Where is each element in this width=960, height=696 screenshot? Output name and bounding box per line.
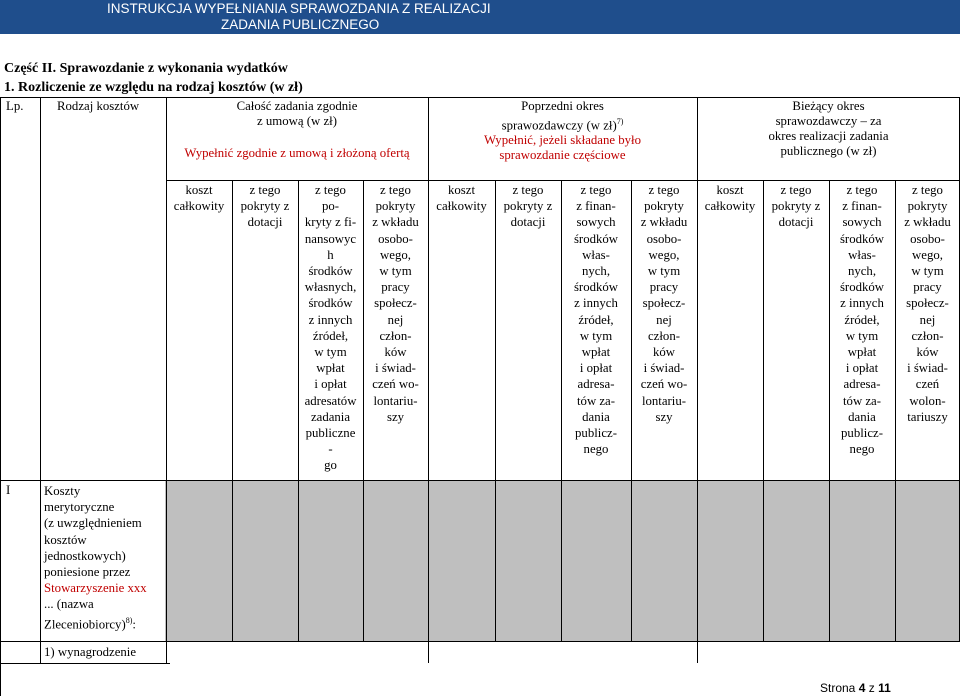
row-label-text: Zleceniobiorcy) <box>44 616 126 631</box>
subcolumn-header-line: tariuszy <box>907 409 948 424</box>
subcolumn-header-line: źródeł, <box>312 328 349 343</box>
subcolumn-header-line: nej <box>656 312 672 327</box>
grid-line-vertical <box>631 180 632 641</box>
grid-line-vertical <box>895 180 896 641</box>
subcolumn-header-line: ków <box>652 345 676 360</box>
subcolumn-header-line: społecz- <box>642 296 686 311</box>
section-title: Część II. Sprawozdanie z wykonania wydatków <box>4 61 288 76</box>
subcolumn-header-line: w tym <box>647 264 681 279</box>
subcolumn-header-line: ków <box>916 345 939 360</box>
subcolumn-header-line: własnych, <box>304 280 357 295</box>
subcolumn-header <box>631 182 697 425</box>
subcolumn-header-line: i świad- <box>907 361 948 376</box>
grid-line-horizontal <box>0 663 170 664</box>
subcolumn-header-line: osobo- <box>910 231 945 246</box>
grid-line-horizontal <box>0 641 960 642</box>
subcolumn-header-line: środków <box>839 280 885 295</box>
subcolumn-header-line: szy <box>386 409 405 424</box>
subcolumn-header-line: pokryty z <box>503 199 553 214</box>
subcolumn-header-line: h <box>327 247 334 262</box>
subcolumn-header-line: pokryty <box>644 199 684 214</box>
subcolumn-header-line: całkowity <box>436 199 487 214</box>
footer-prefix: Strona <box>820 681 856 695</box>
subcolumn-header-line: sowych <box>842 215 882 230</box>
header-total-task <box>166 99 428 161</box>
footer-sep: z <box>868 681 875 695</box>
subcolumn-header <box>697 182 763 214</box>
header-prev-note: sprawozdanie częściowe <box>499 148 626 163</box>
grid-line-vertical <box>0 97 1 696</box>
subcolumn-header-line: człon- <box>911 328 944 343</box>
header-total-line: Całość zadania zgodnie <box>236 99 358 113</box>
subcolumn-header-line: wpłat <box>316 361 345 376</box>
grid-line-vertical <box>697 97 698 663</box>
subcolumn-header-line: z tego <box>846 183 878 197</box>
subcolumn-header-line: społecz- <box>374 296 417 311</box>
subcolumn-header-line: pokryty <box>907 199 948 214</box>
subcolumn-header-line: nych, <box>581 264 611 279</box>
subcolumn-header-line: w tym <box>314 345 347 360</box>
subcolumn-header-line: lontariu- <box>373 393 418 408</box>
subcolumn-header-line: środków <box>573 231 619 246</box>
subcolumn-header-line: w tym <box>579 328 613 343</box>
subcolumn-header-line: środków <box>839 231 885 246</box>
subcolumn-header-line: z wkładu <box>372 215 419 230</box>
row-label-line: kosztów <box>44 532 87 547</box>
subcolumn-header-line: wolon- <box>909 393 946 408</box>
banner-line-2: ZADANIA PUBLICZNEGO <box>221 17 380 32</box>
subcolumn-header-line: człon- <box>379 328 412 343</box>
grid-line-horizontal <box>0 97 960 98</box>
footnote-ref: 7) <box>616 117 624 126</box>
row-label-line: ... (nazwa <box>44 597 94 612</box>
subcolumn-header-line: wpłat <box>847 345 877 360</box>
subcolumn-header-line: z tego <box>912 183 943 197</box>
subcolumn-header-line: pokryty <box>375 199 416 214</box>
subcolumn-header-line: dania <box>582 409 610 424</box>
header-previous-period <box>428 99 697 163</box>
subcolumn-header-line: nego <box>849 442 875 457</box>
subcolumn-header-line: i świad- <box>375 361 416 376</box>
subcolumn-header-line: nego <box>583 442 609 457</box>
banner-line-1: INSTRUKCJA WYPEŁNIANIA SPRAWOZDANIA Z REALIZACJI <box>107 1 491 16</box>
subcolumn-header-line: nej <box>387 312 404 327</box>
subcolumn-header-line: ków <box>384 345 407 360</box>
subcolumn-header <box>363 182 428 425</box>
shaded-cell-block <box>165 481 960 641</box>
subcolumn-header <box>298 182 363 474</box>
subcolumn-header-line: źródeł, <box>578 312 614 327</box>
subcolumn-header-line: dotacji <box>247 215 283 230</box>
subcolumn-header-line: nansowyc <box>304 231 357 246</box>
subcolumn-header-line: czeń wo- <box>372 377 419 392</box>
subcolumn-header-line: adresa- <box>577 377 615 392</box>
subcolumn-header-line: z tego <box>780 183 812 197</box>
subcolumn-header-line: z finan- <box>842 199 882 214</box>
subcolumn-header-line: z tego <box>315 183 346 197</box>
grid-line-vertical <box>829 180 830 641</box>
grid-line-vertical <box>561 180 562 641</box>
subcolumn-header-line: po- <box>321 199 340 214</box>
subcolumn-header-line: czeń <box>915 377 940 392</box>
subcolumn-header-line: kryty z fi- <box>304 215 357 230</box>
subcolumn-header-line: go <box>324 458 337 473</box>
subcolumn-header-line: z wkładu <box>904 215 951 230</box>
header-current-period <box>697 99 960 159</box>
subcolumn-header-line: czeń wo- <box>640 377 688 392</box>
subcolumn-header-line: z tego <box>380 183 411 197</box>
header-prev-note: Wypełnić, jeżeli składane było <box>484 133 641 148</box>
subcolumn-header-line: lontariu- <box>641 393 687 408</box>
subcolumn-header-line: całkowity <box>704 199 756 214</box>
subcolumn-header-line: pracy <box>381 280 410 295</box>
grid-line-horizontal <box>166 180 960 181</box>
header-lp: Lp. <box>6 99 24 113</box>
subcolumn-header-line: źródeł, <box>844 312 880 327</box>
grid-line-vertical <box>363 180 364 641</box>
subcolumn-header <box>763 182 829 231</box>
grid-line-vertical <box>298 180 299 641</box>
row-label-line: Koszty <box>44 484 81 498</box>
subcolumn-header-line: człon- <box>648 328 680 343</box>
subcolumn-header-line: - <box>328 442 333 457</box>
subsection-title: 1. Rozliczenie ze względu na rodzaj kosztów (w zł) <box>4 80 303 95</box>
subcolumn-header-line: pracy <box>913 280 942 295</box>
grid-line-vertical <box>232 180 233 641</box>
subcolumn-header-line: pracy <box>649 280 679 295</box>
header-total-line: z umową (w zł) <box>257 114 337 128</box>
subcolumn-header-line: dotacji <box>778 215 814 230</box>
subcolumn-header-line: osobo- <box>378 231 413 246</box>
subcolumn-header-line: w tym <box>911 264 944 279</box>
row-cost-label <box>44 483 169 632</box>
grid-line-vertical <box>166 97 167 663</box>
subcolumn-header-line: w tym <box>379 264 412 279</box>
subcolumn-header-line: i opłat <box>579 361 613 376</box>
subcolumn-header-line: środków <box>573 280 619 295</box>
footnote-ref: 8) <box>125 615 133 625</box>
subcolumn-header <box>895 182 960 425</box>
subcolumn-header-line: z tego <box>648 183 680 197</box>
grid-line-vertical <box>763 180 764 641</box>
subcolumn-header-line: zadania <box>310 409 351 424</box>
subcolumn-header-line: z wkładu <box>640 215 688 230</box>
header-cur-line: sprawozdawczy – za <box>775 114 882 128</box>
subcolumn-header-line: adresatów <box>304 393 357 408</box>
row-label-line: jednostkowych) <box>44 548 126 563</box>
page-footer <box>820 681 891 695</box>
subcolumn-header-line: sowych <box>576 215 616 230</box>
subcolumn-header-line: środków <box>308 296 353 311</box>
header-prev-text: sprawozdawczy (w zł) <box>501 118 617 133</box>
subcolumn-header-line: osobo- <box>646 231 682 246</box>
subcolumn-header-line: dania <box>848 409 876 424</box>
subcolumn-header-line: nej <box>919 312 936 327</box>
subcolumn-header <box>166 182 232 214</box>
subcolumn-header-line: z tego <box>512 183 544 197</box>
subcolumn-header-line: i opłat <box>314 377 347 392</box>
subcolumn-header-line: publiczne <box>305 426 356 441</box>
row-wynagrodzenie-label: 1) wynagrodzenie <box>44 645 137 659</box>
subcolumn-header-line: z tego <box>249 183 281 197</box>
header-cur-line: Bieżący okres <box>792 99 865 113</box>
subcolumn-header-line: publicz- <box>841 426 883 441</box>
subcolumn-header-line: wego, <box>912 247 943 262</box>
subcolumn-header-line: koszt <box>185 183 213 197</box>
subcolumn-header-line: wego, <box>648 247 680 262</box>
header-total-note: Wypełnić zgodnie z umową i złożoną ofertą <box>184 146 410 160</box>
header-cur-line: okres realizacji zadania <box>768 129 889 143</box>
footer-total: 11 <box>878 681 891 695</box>
header-cost-type: Rodzaj kosztów <box>57 99 140 113</box>
row-label-line: merytoryczne <box>44 500 115 515</box>
grid-line-vertical <box>40 97 41 663</box>
header-cur-line: publicznego (w zł) <box>780 144 877 158</box>
row-label-line: (z uwzględnieniem <box>44 516 142 531</box>
subcolumn-header-line: z innych <box>308 312 353 327</box>
subcolumn-header-line: z tego <box>580 183 612 197</box>
grid-line-vertical <box>428 97 429 663</box>
subcolumn-header-line: tów za- <box>576 393 616 408</box>
row-label-line: poniesione przez <box>44 565 131 580</box>
subcolumn-header-line: koszt <box>447 183 475 197</box>
row-label-colon: : <box>132 616 136 631</box>
subcolumn-header <box>495 182 561 231</box>
subcolumn-header-line: z innych <box>840 296 884 311</box>
header-prev-line: Poprzedni okres <box>521 99 604 113</box>
subcolumn-header-line: dotacji <box>510 215 546 230</box>
subcolumn-header-line: nych, <box>847 264 877 279</box>
subcolumn-header-line: i świad- <box>643 361 685 376</box>
subcolumn-header-line: publicz- <box>575 426 617 441</box>
grid-line-vertical <box>495 180 496 641</box>
subcolumn-header <box>232 182 298 231</box>
subcolumn-header-line: tów za- <box>842 393 882 408</box>
subcolumn-header-line: w tym <box>845 328 879 343</box>
subcolumn-header <box>829 182 895 457</box>
subcolumn-header-line: wego, <box>380 247 411 262</box>
row-lp: I <box>6 483 11 497</box>
subcolumn-header-line: szy <box>655 409 673 424</box>
grid-line-horizontal <box>0 480 960 481</box>
subcolumn-header-line: koszt <box>716 183 744 197</box>
row-label-line <box>44 613 169 632</box>
subcolumn-header-line: włas- <box>582 247 610 262</box>
subcolumn-header-line: i opłat <box>845 361 879 376</box>
subcolumn-header-line: adresa- <box>843 377 881 392</box>
subcolumn-header <box>561 182 631 457</box>
subcolumn-header-line: środków <box>308 264 353 279</box>
header-prev-line <box>428 114 697 133</box>
subcolumn-header-line: z innych <box>574 296 618 311</box>
subcolumn-header-line: wpłat <box>581 345 611 360</box>
subcolumn-header <box>428 182 495 214</box>
subcolumn-header-line: pokryty z <box>240 199 290 214</box>
footer-page: 4 <box>858 681 866 695</box>
subcolumn-header-line: społecz- <box>906 296 949 311</box>
subcolumn-header-line: pokryty z <box>771 199 821 214</box>
subcolumn-header-line: z finan- <box>576 199 616 214</box>
subcolumn-header-line: włas- <box>848 247 876 262</box>
subcolumn-header-line: całkowity <box>173 199 225 214</box>
row-label-organization: Stowarzyszenie xxx <box>44 581 147 596</box>
